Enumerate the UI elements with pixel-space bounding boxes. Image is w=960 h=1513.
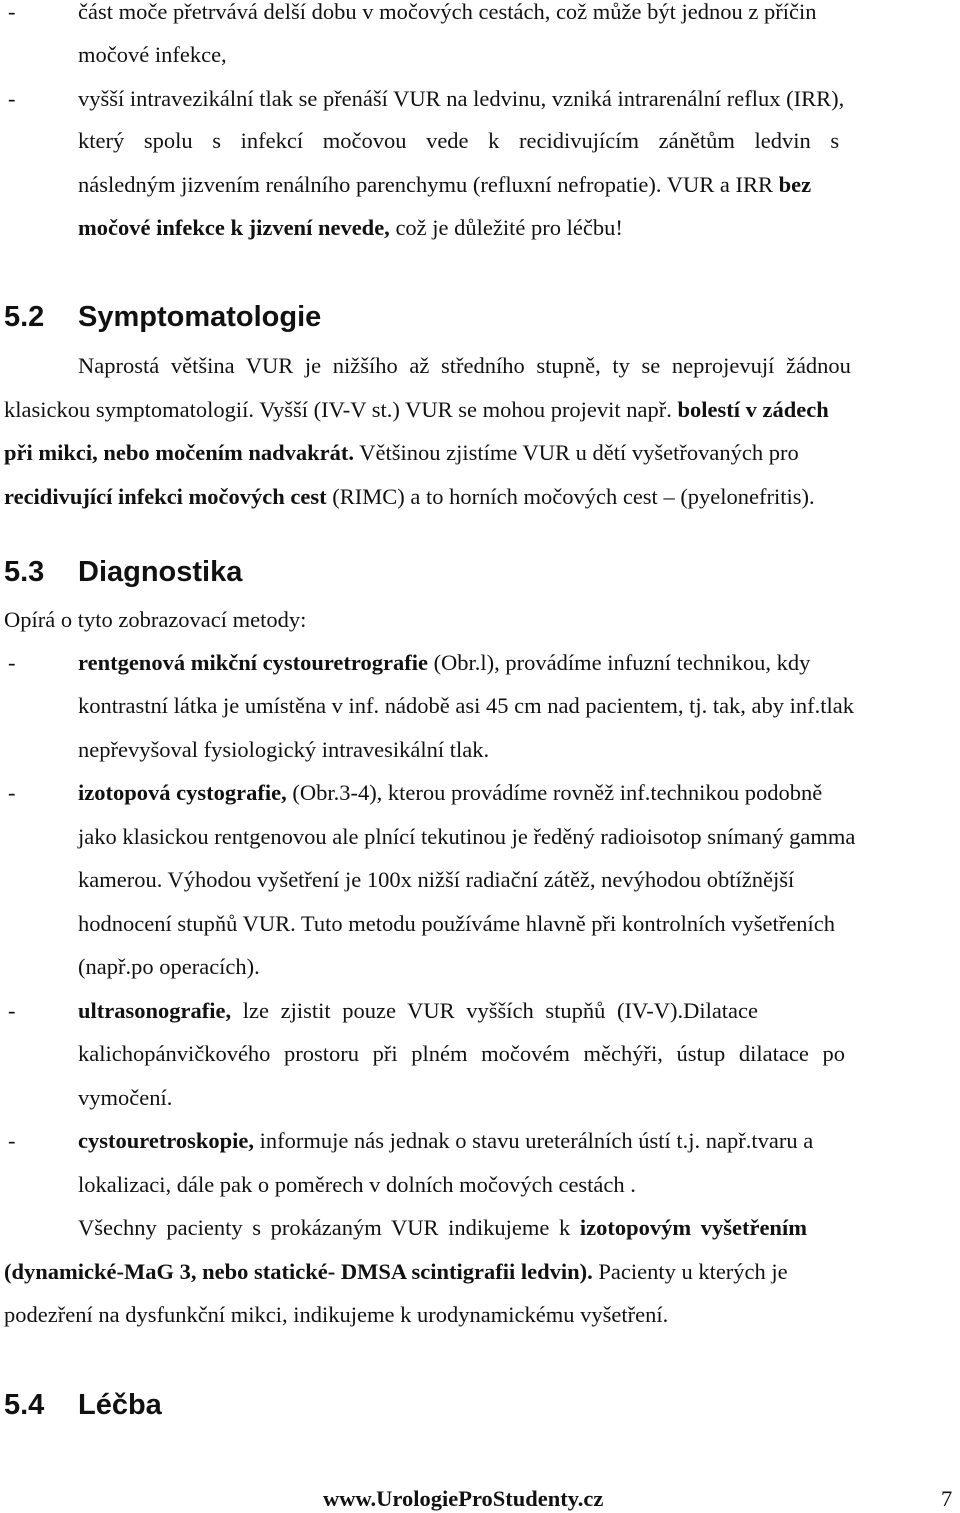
method-4-line-1	[78, 1127, 813, 1155]
method-3-line-3: vymočení.	[78, 1085, 173, 1110]
section-heading-5-4	[4, 1388, 162, 1422]
text: Většinou zjistíme VUR u dětí vyšetřovaných pro	[359, 440, 799, 465]
intro-line: Opírá o tyto zobrazovací metody:	[4, 607, 307, 632]
bold-text: ultrasonografie,	[78, 998, 232, 1023]
bullet-dash: -	[8, 780, 16, 805]
bullet-2-line-2: který spolu s infekcí močovou vede k recidivujícím zánětům ledvin s	[78, 128, 840, 153]
section-title: Symptomatologie	[78, 301, 322, 333]
method-1-line-1	[78, 649, 810, 677]
section-heading-5-3	[4, 555, 242, 589]
section-number: 5.3	[4, 556, 45, 588]
bold-text: močové infekce k jizvení nevede,	[78, 215, 390, 240]
bullet-dash: -	[8, 0, 16, 24]
footer-website: www.UrologieProStudenty.cz	[323, 1486, 604, 1511]
bold-text: cystouretroskopie,	[78, 1128, 255, 1153]
method-4-line-2: lokalizaci, dále pak o poměrech v dolních močových cestách .	[78, 1172, 636, 1197]
section-heading-5-2	[4, 300, 321, 334]
para-line-1: Naprostá většina VUR je nižšího až středního stupně, ty se neprojevují žádnou	[78, 353, 851, 378]
text: následným jizvením renálního parenchymu (refluxní nefropatie). VUR a IRR	[78, 172, 774, 197]
page-number: 7	[941, 1486, 953, 1511]
para-line-3	[4, 439, 799, 467]
method-2-line-2: jako klasickou rentgenovou ale plnící tekutinou je ředěný radioisotop snímaný gamma	[78, 824, 856, 849]
para-line-3: podezření na dysfunkční mikci, indikujeme k urodynamickému vyšetření.	[4, 1302, 669, 1327]
bullet-2-line-4	[78, 214, 623, 242]
method-2-line-1	[78, 779, 822, 807]
para-line-1	[78, 1214, 807, 1242]
text: klasickou symptomatologií. Vyšší (IV-V st.) VUR se mohou projevit např.	[4, 397, 672, 422]
text: což je důležité pro léčbu!	[395, 215, 623, 240]
bullet-dash: -	[8, 86, 16, 111]
bullet-dash: -	[8, 998, 16, 1023]
text: (Obr.3-4), kterou provádíme rovněž inf.technikou podobně	[292, 780, 823, 805]
text: (RIMC) a to horních močových cest – (pyelonefritis).	[332, 484, 815, 509]
method-1-line-2: kontrastní látka je umístěna v inf. nádobě asi 45 cm nad pacientem, tj. tak, aby inf.tlak	[78, 693, 855, 718]
text: část moče přetrvává delší dobu v močových cestách, což může být jednou z příčin	[78, 0, 817, 24]
method-2-line-3: kamerou. Výhodou vyšetření je 100x nižší radiační zátěž, nevýhodou obtížnější	[78, 867, 795, 892]
method-2-line-4: hodnocení stupňů VUR. Tuto metodu používáme hlavně při kontrolních vyšetřeních	[78, 911, 835, 936]
section-title: Diagnostika	[78, 556, 243, 588]
section-number: 5.4	[4, 1389, 45, 1421]
bullet-1-line-2: močové infekce,	[78, 42, 227, 67]
method-3-line-2: kalichopánvičkového prostoru při plném močovém měchýři, ústup dilatace po	[78, 1041, 845, 1066]
bold-text: při mikci, nebo močením nadvakrát.	[4, 440, 355, 465]
method-2-line-5: (např.po operacích).	[78, 954, 260, 979]
bold-text: izotopovým vyšetřením	[579, 1215, 807, 1240]
section-number: 5.2	[4, 301, 45, 333]
bullet-2-line-1: vyšší intravezikální tlak se přenáší VUR na ledvinu, vzniká intrarenální reflux (IRR),	[78, 86, 845, 111]
para-line-4	[4, 483, 815, 511]
bold-text: izotopová cystografie,	[78, 780, 287, 805]
text: lze zjistit pouze VUR vyšších stupňů (IV-V).Dilatace	[242, 998, 759, 1023]
bold-text: bolestí v zádech	[677, 397, 829, 422]
bullet-dash: -	[8, 650, 16, 675]
method-3-line-1	[78, 997, 758, 1025]
section-title: Léčba	[78, 1389, 162, 1421]
bullet-dash: -	[8, 1128, 16, 1153]
para-line-2	[4, 396, 829, 424]
bold-text: (dynamické-MaG 3, nebo statické- DMSA scintigrafii ledvin).	[4, 1259, 593, 1284]
text: Všechny pacienty s prokázaným VUR indikujeme k	[78, 1215, 571, 1240]
text: informuje nás jednak o stavu ureterálních ústí t.j. např.tvaru a	[259, 1128, 814, 1153]
bullet-2-line-3	[78, 171, 811, 199]
text: (Obr.l), provádíme infuzní technikou, kdy	[433, 650, 811, 675]
para-line-2	[4, 1258, 788, 1286]
bullet-1-line-1	[78, 0, 954, 26]
text: Pacienty u kterých je	[598, 1259, 788, 1284]
method-1-line-3: nepřevyšoval fysiologický intravesikální tlak.	[78, 737, 490, 762]
bold-text: rentgenová mikční cystouretrografie	[78, 650, 428, 675]
bold-text: bez	[778, 172, 812, 197]
bold-text: recidivující infekci močových cest	[4, 484, 327, 509]
